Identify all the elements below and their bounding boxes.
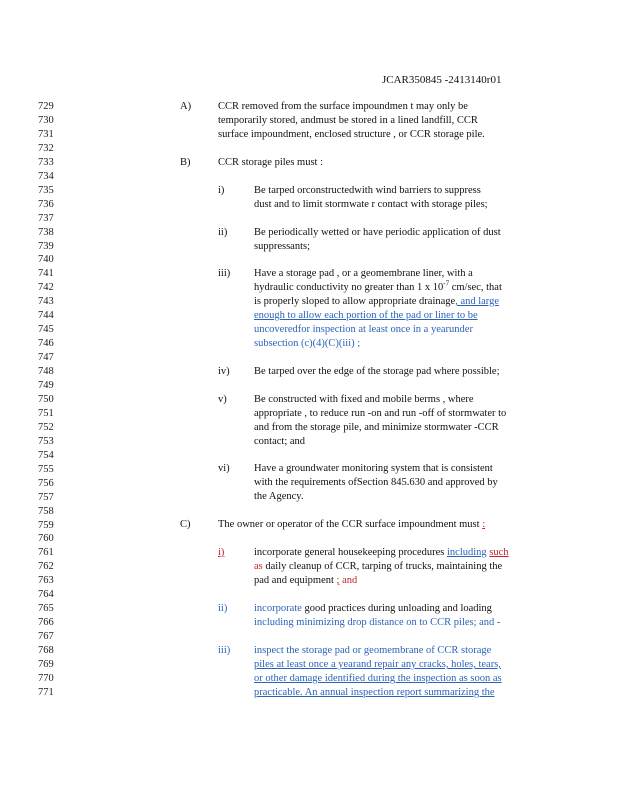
inserted-incorporate: incorporate xyxy=(254,603,302,614)
b-item-vi-line-2: with the requirements ofSection 845.630 and approved by xyxy=(254,477,498,488)
b-item-v-line-4: contact; and xyxy=(254,436,306,447)
line-number: 735 xyxy=(38,184,54,196)
line-number: 743 xyxy=(38,296,54,308)
c-item-i-line-1 xyxy=(254,547,509,558)
b-item-iii-line-3 xyxy=(254,296,499,307)
line-number: 733 xyxy=(38,156,54,168)
line-number: 763 xyxy=(38,575,54,587)
b-item-v-line-2: appropriate , to reduce run -on and run -off of stormwater to xyxy=(254,408,507,419)
line-number: 751 xyxy=(38,407,54,419)
line-number: 760 xyxy=(38,533,54,545)
b-item-iii-line-6: subsection (c)(4)(C)(iii) ; xyxy=(254,338,361,349)
line-number: 747 xyxy=(38,352,54,364)
b-item-iii-line-1: Have a storage pad , or a geomembrane liner, with a xyxy=(254,268,473,279)
inserted-semicolon: ; xyxy=(336,575,340,586)
c-item-iii-line-1: inspect the storage pad or geomembrane of CCR storage xyxy=(254,645,492,656)
b-item-vi-num: vi) xyxy=(218,463,230,474)
b-item-iii-line-2-tail: cm/sec, that xyxy=(449,282,502,293)
b-item-ii-line-1: Be periodically wetted or have periodic application of dust xyxy=(254,227,501,238)
line-number: 732 xyxy=(38,142,54,154)
page-header: JCAR350845 -2413140r01 xyxy=(382,74,502,86)
b-item-iv-num: iv) xyxy=(218,366,230,377)
line-number: 730 xyxy=(38,114,54,126)
c-item-iii-num: iii) xyxy=(218,645,231,656)
line-number: 748 xyxy=(38,366,54,378)
line-number: 762 xyxy=(38,561,54,573)
b-item-i-num: i) xyxy=(218,185,225,196)
line-number: 770 xyxy=(38,672,54,684)
line-number: 731 xyxy=(38,128,54,140)
b-item-iii-line-5: uncoveredfor inspection at least once in a yearunder xyxy=(254,324,473,335)
b-item-ii-num: ii) xyxy=(218,227,228,238)
b-item-iv-line-1: Be tarped over the edge of the storage pad where possible; xyxy=(254,366,500,377)
b-item-v-num: v) xyxy=(218,394,227,405)
line-number: 736 xyxy=(38,198,54,210)
line-number: 755 xyxy=(38,463,54,475)
line-number: 754 xyxy=(38,449,54,461)
line-number: 738 xyxy=(38,226,54,238)
section-a-label: A) xyxy=(180,101,192,112)
line-number: 745 xyxy=(38,324,54,336)
c-item-iii-line-4: practicable. An annual inspection report summarizing the xyxy=(254,687,495,698)
line-number: 740 xyxy=(38,254,54,266)
line-number: 729 xyxy=(38,101,54,112)
line-number: 742 xyxy=(38,282,54,294)
section-a-line-1: CCR removed from the surface impoundmen t may only be xyxy=(218,101,468,112)
c-item-i-line-2-text: daily cleanup of CCR, tarping of trucks, maintaining the xyxy=(265,561,503,572)
section-a-line-3: surface impoundment, enclosed structure , or CCR storage pile. xyxy=(218,129,485,140)
b-item-v-line-3: and from the storage pile, and minimize stormwater -CCR xyxy=(254,422,499,433)
c-item-ii-num: ii) xyxy=(218,603,228,614)
section-c-intro xyxy=(218,519,485,530)
line-number: 765 xyxy=(38,603,54,615)
line-number: 757 xyxy=(38,491,54,503)
line-number: 752 xyxy=(38,421,54,433)
line-number: 761 xyxy=(38,547,54,559)
c-item-iii-line-2: piles at least once a yearand repair any cracks, holes, tears, xyxy=(254,659,501,670)
inserted-such: such xyxy=(489,547,509,558)
b-item-vi-line-3: the Agency. xyxy=(254,491,304,502)
line-number: 769 xyxy=(38,659,54,670)
b-item-i-line-2: dust and to limit stormwate r contact with storage piles; xyxy=(254,199,488,210)
inserted-text: , and large xyxy=(455,296,500,307)
b-item-iii-line-4: enough to allow each portion of the pad or liner to be xyxy=(254,310,478,321)
c-item-i-line-3-text: pad and equipment xyxy=(254,575,334,586)
line-number: 758 xyxy=(38,505,54,517)
inserted-including: including xyxy=(447,547,487,558)
line-number: 764 xyxy=(38,589,54,601)
section-a-line-2: temporarily stored, andmust be stored in a lined landfill, CCR xyxy=(218,115,478,126)
c-item-iii-line-3: or other damage identified during the inspection as soon as xyxy=(254,673,502,684)
line-number: 759 xyxy=(38,519,54,531)
c-item-ii-line-1 xyxy=(254,603,492,614)
b-item-i-line-1: Be tarped orconstructedwith wind barriers to suppress xyxy=(254,185,481,196)
c-item-i-line-3 xyxy=(254,575,357,586)
line-number: 768 xyxy=(38,645,54,657)
line-number: 749 xyxy=(38,380,54,391)
line-number: 746 xyxy=(38,338,54,350)
inserted-and: and xyxy=(342,575,358,586)
c-item-ii-line-1-text: good practices during unloading and loading xyxy=(304,603,492,614)
line-number: 766 xyxy=(38,617,54,629)
section-c-label: C) xyxy=(180,519,191,530)
b-item-iii-line-2-text: hydraulic conductivity no greater than 1 x 10 xyxy=(254,282,444,293)
exponent: -7 xyxy=(443,279,450,288)
line-number: 750 xyxy=(38,393,54,405)
line-number: 744 xyxy=(38,310,54,322)
c-item-ii-line-2: including minimizing drop distance on to CCR piles; and - xyxy=(254,617,501,628)
section-b-intro: CCR storage piles must : xyxy=(218,157,323,168)
line-number: 739 xyxy=(38,240,54,252)
b-item-v-line-1: Be constructed with fixed and mobile berms , where xyxy=(254,394,474,405)
inserted-as: as xyxy=(254,561,263,572)
b-item-ii-line-2: suppressants; xyxy=(254,241,310,252)
b-item-vi-line-1: Have a groundwater monitoring system that is consistent xyxy=(254,463,493,474)
line-number: 767 xyxy=(38,631,54,643)
c-item-i-num: i) xyxy=(218,547,225,558)
line-number: 737 xyxy=(38,212,54,224)
line-number: 734 xyxy=(38,170,54,182)
b-item-iii-line-2 xyxy=(254,279,502,293)
c-item-i-line-1-text: incorporate general housekeeping procedures xyxy=(254,547,445,558)
section-b-label: B) xyxy=(180,157,191,168)
b-item-iii-num: iii) xyxy=(218,268,231,279)
section-c-intro-text: The owner or operator of the CCR surface impoundment must xyxy=(218,519,480,530)
line-number: 771 xyxy=(38,686,54,698)
c-item-i-line-2 xyxy=(254,561,502,572)
line-number: 741 xyxy=(38,268,54,280)
b-item-iii-line-3-text: is properly sloped to allow appropriate drainage xyxy=(254,296,456,307)
inserted-colon: : xyxy=(482,519,486,530)
line-number: 753 xyxy=(38,435,54,447)
line-number: 756 xyxy=(38,477,54,489)
